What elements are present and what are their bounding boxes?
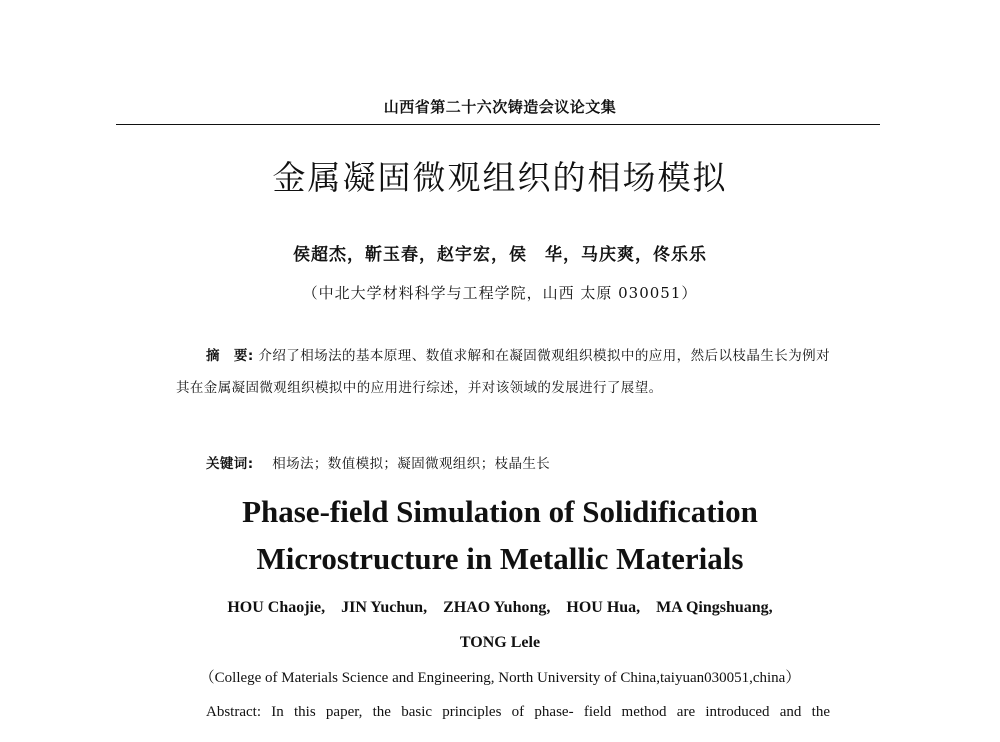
english-affiliation: （College of Materials Science and Engineering, North University of China,taiyuan030051,china） [199, 670, 801, 686]
english-authors [0, 590, 1000, 660]
english-title [0, 488, 1000, 582]
chinese-abstract [176, 340, 830, 404]
chinese-keywords [206, 452, 826, 472]
proceedings-header: 山西省第二十六次铸造会议论文集 [383, 98, 617, 116]
chinese-abstract-text: 介绍了相场法的基本原理、数值求解和在凝固微观组织模拟中的应用，然后以枝晶生长为例对其在金属凝固微观组织模拟中的应用进行综述，并对该领域的发展进行了展望。 [176, 348, 830, 396]
english-authors-line-2: TONG Lele [459, 634, 541, 651]
chinese-affiliation: （中北大学材料科学与工程学院，山西 太原 030051） [302, 284, 698, 302]
chinese-keywords-label: 关键词: [206, 456, 254, 472]
header-rule [116, 124, 880, 125]
chinese-authors: 侯超杰，靳玉春，赵宇宏，侯 华，马庆爽，佟乐乐 [293, 245, 707, 265]
english-title-line-1: Phase-field Simulation of Solidification [242, 494, 758, 529]
english-authors-line-1: HOU Chaojie, JIN Yuchun, ZHAO Yuhong, HOU Hua, MA Qingshuang, [227, 599, 773, 616]
chinese-title: 金属凝固微观组织的相场模拟 [272, 158, 728, 197]
chinese-abstract-label: 摘 要: [206, 348, 254, 364]
english-abstract-first-line: Abstract: In this paper, the basic principles of phase- field method are introduced and the [206, 704, 830, 720]
chinese-keywords-text: 相场法；数值模拟；凝固微观组织；枝晶生长 [272, 456, 551, 472]
english-title-line-2: Microstructure in Metallic Materials [256, 541, 744, 576]
